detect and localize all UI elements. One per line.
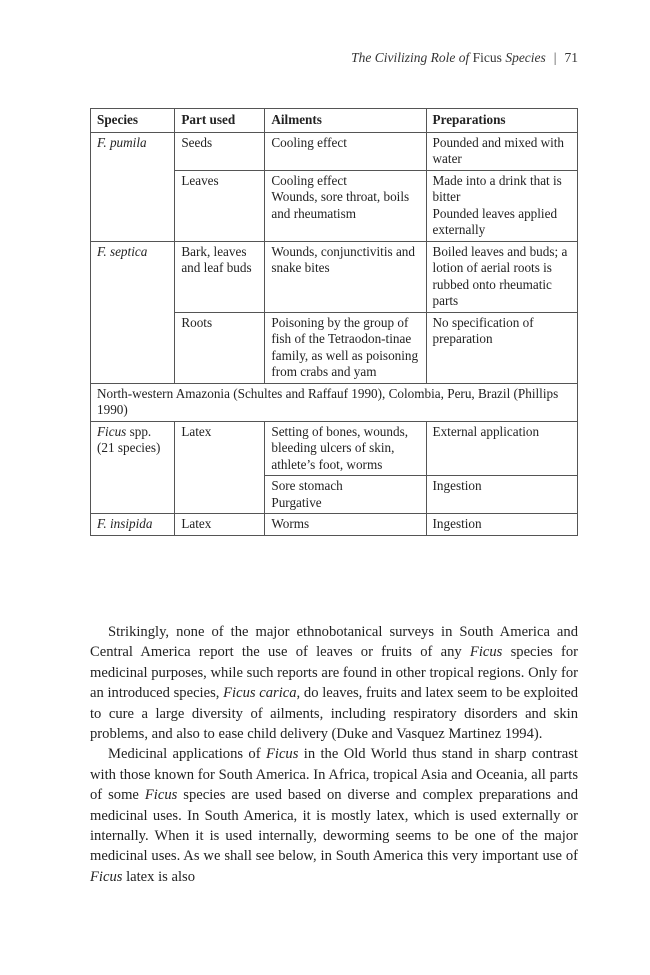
running-head-title: The Civilizing Role of Ficus Species — [351, 50, 546, 65]
species-cell: F. pumila — [91, 132, 175, 241]
ailment-cell — [265, 476, 426, 514]
ailment-line: Sore stomach — [271, 478, 343, 493]
species-cell: F. septica — [91, 241, 175, 383]
species-cell: F. insipida — [91, 514, 175, 536]
part-cell: Latex — [175, 514, 265, 536]
ailment-cell: Poisoning by the group of fish of the Tetraodon-tinae family, as well as poisoning from crabs and yam — [265, 312, 426, 383]
species-count: (21 species) — [97, 440, 161, 455]
table-region-row — [91, 383, 578, 421]
ficus-medicinal-uses-table — [90, 108, 578, 536]
preparation-cell: Boiled leaves and buds; a lotion of aerial roots is rubbed onto rheumatic parts — [426, 241, 577, 312]
table-row — [91, 421, 578, 476]
table-row — [91, 514, 578, 536]
region-caption-cell: North-western Amazonia (Schultes and Raffauf 1990), Colombia, Peru, Brazil (Phillips 1990) — [91, 383, 578, 421]
part-cell: Seeds — [175, 132, 265, 170]
header-part-used: Part used — [175, 109, 265, 133]
preparation-line: Made into a drink that is bitter — [432, 172, 562, 204]
paragraph: Medicinal applications of Ficus in the Old World thus stand in sharp contrast with those known for South America. In Africa, tropical Asia and Oceania, all parts of some Ficus species are used based on diverse and complex preparations and medicinal uses. In South America, it is mostly latex, which is used externally or internally. When it is used internally, deworming seems to be one of the major medicinal uses. As we shall see below, in South America this very important use of Ficus latex is also — [90, 746, 578, 885]
header-preparations: Preparations — [426, 109, 577, 133]
header-ailments: Ailments — [265, 109, 426, 133]
ailment-cell: Worms — [265, 514, 426, 536]
preparation-cell: Ingestion — [426, 476, 577, 514]
body-text — [90, 622, 578, 887]
ailment-line: Purgative — [271, 494, 322, 510]
preparation-line: Pounded leaves applied externally — [432, 205, 558, 237]
table-row — [91, 241, 578, 312]
ailment-cell: Cooling effect — [265, 132, 426, 170]
header-species: Species — [91, 109, 175, 133]
ailment-line: Wounds, sore throat, boils and rheumatism — [271, 189, 410, 221]
preparation-cell: External application — [426, 421, 577, 476]
part-cell: Roots — [175, 312, 265, 383]
table-header-row — [91, 109, 578, 133]
preparation-cell — [426, 170, 577, 241]
running-head — [351, 50, 578, 66]
species-cell: Ficus spp. (21 species) — [91, 421, 175, 514]
paragraph: Strikingly, none of the major ethnobotanical surveys in South America and Central America report the use of leaves or fruits of any Ficus species for medicinal purposes, while such reports are found in other tropical regions. Only for an introduced species, Ficus carica, do leaves, fruits and latex seem to be exploited to cure a large diversity of ailments, including respiratory disorders and skin problems, and also to ease child delivery (Duke and Vasquez Martinez 1994). — [90, 624, 578, 743]
preparation-cell: No specification of preparation — [426, 312, 577, 383]
part-cell: Latex — [175, 421, 265, 514]
running-head-separator: | — [553, 50, 557, 65]
table-row — [91, 132, 578, 170]
page-number: 71 — [564, 50, 578, 65]
ailment-cell — [265, 170, 426, 241]
ailment-line: Cooling effect — [271, 172, 347, 188]
part-cell: Leaves — [175, 170, 265, 241]
ailment-cell: Wounds, conjunctivitis and snake bites — [265, 241, 426, 312]
preparation-cell: Pounded and mixed with water — [426, 132, 577, 170]
part-cell: Bark, leaves and leaf buds — [175, 241, 265, 312]
preparation-cell: Ingestion — [426, 514, 577, 536]
ailment-cell: Setting of bones, wounds, bleeding ulcers of skin, athlete’s foot, worms — [265, 421, 426, 476]
